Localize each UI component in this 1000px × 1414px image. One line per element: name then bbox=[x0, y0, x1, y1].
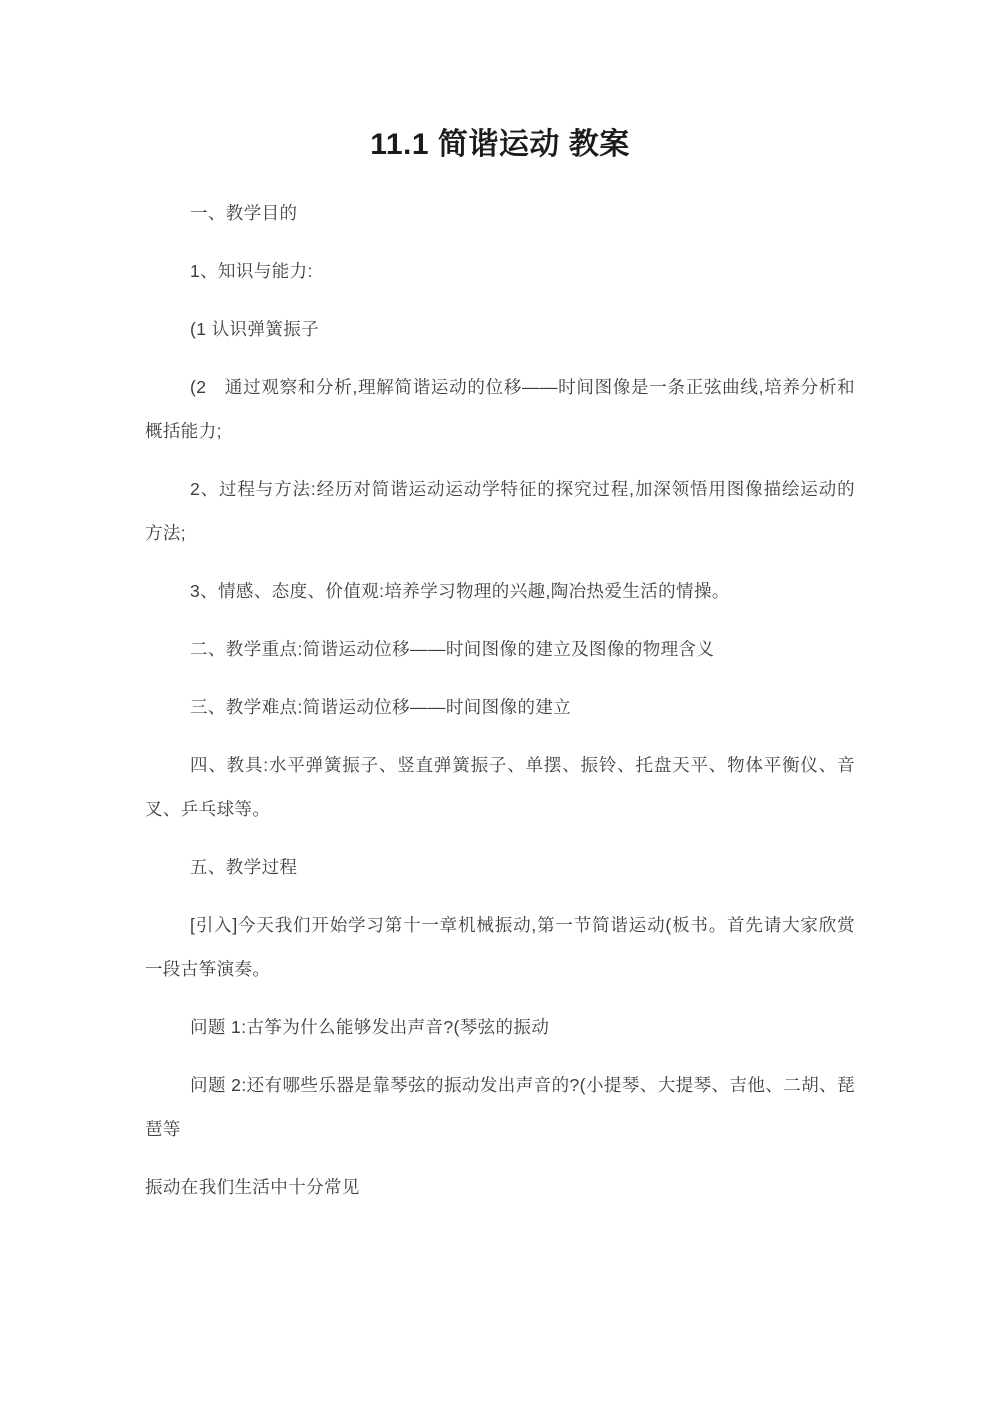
document-title: 11.1 简谐运动 教案 bbox=[370, 128, 630, 161]
paragraph-item-2: (2 通过观察和分析,理解简谐运动的位移——时间图像是一条正弦曲线,培养分析和概括能力; bbox=[145, 377, 855, 441]
paragraph-closing-line: 振动在我们生活中十分常见 bbox=[145, 1177, 360, 1197]
paragraph-item-1: (1 认识弹簧振子 bbox=[190, 319, 320, 339]
paragraph-question-2: 问题 2:还有哪些乐器是靠琴弦的振动发出声音的?(小提琴、大提琴、吉他、二胡、琵琶等 bbox=[145, 1075, 855, 1139]
paragraph-teaching-focus: 二、教学重点:简谐运动位移——时间图像的建立及图像的物理含义 bbox=[190, 639, 715, 659]
paragraph-section-1-heading: 一、教学目的 bbox=[190, 203, 298, 223]
paragraph-process-method: 2、过程与方法:经历对简谐运动运动学特征的探究过程,加深领悟用图像描绘运动的方法; bbox=[145, 479, 855, 543]
paragraph-teaching-difficulty: 三、教学难点:简谐运动位移——时间图像的建立 bbox=[190, 697, 572, 717]
paragraph-teaching-process-heading: 五、教学过程 bbox=[190, 857, 298, 877]
paragraph-introduction: [引入]今天我们开始学习第十一章机械振动,第一节简谐运动(板书。首先请大家欣赏一段古筝演奏。 bbox=[145, 915, 855, 979]
paragraph-emotion-values: 3、情感、态度、价值观:培养学习物理的兴趣,陶冶热爱生活的情操。 bbox=[190, 581, 730, 601]
paragraph-teaching-aids: 四、教具:水平弹簧振子、竖直弹簧振子、单摆、振铃、托盘天平、物体平衡仪、音叉、乒乓球等。 bbox=[145, 755, 855, 819]
document-body bbox=[145, 191, 855, 1209]
paragraph-question-1: 问题 1:古筝为什么能够发出声音?(琴弦的振动 bbox=[190, 1017, 550, 1037]
paragraph-knowledge-ability: 1、知识与能力: bbox=[190, 261, 313, 281]
